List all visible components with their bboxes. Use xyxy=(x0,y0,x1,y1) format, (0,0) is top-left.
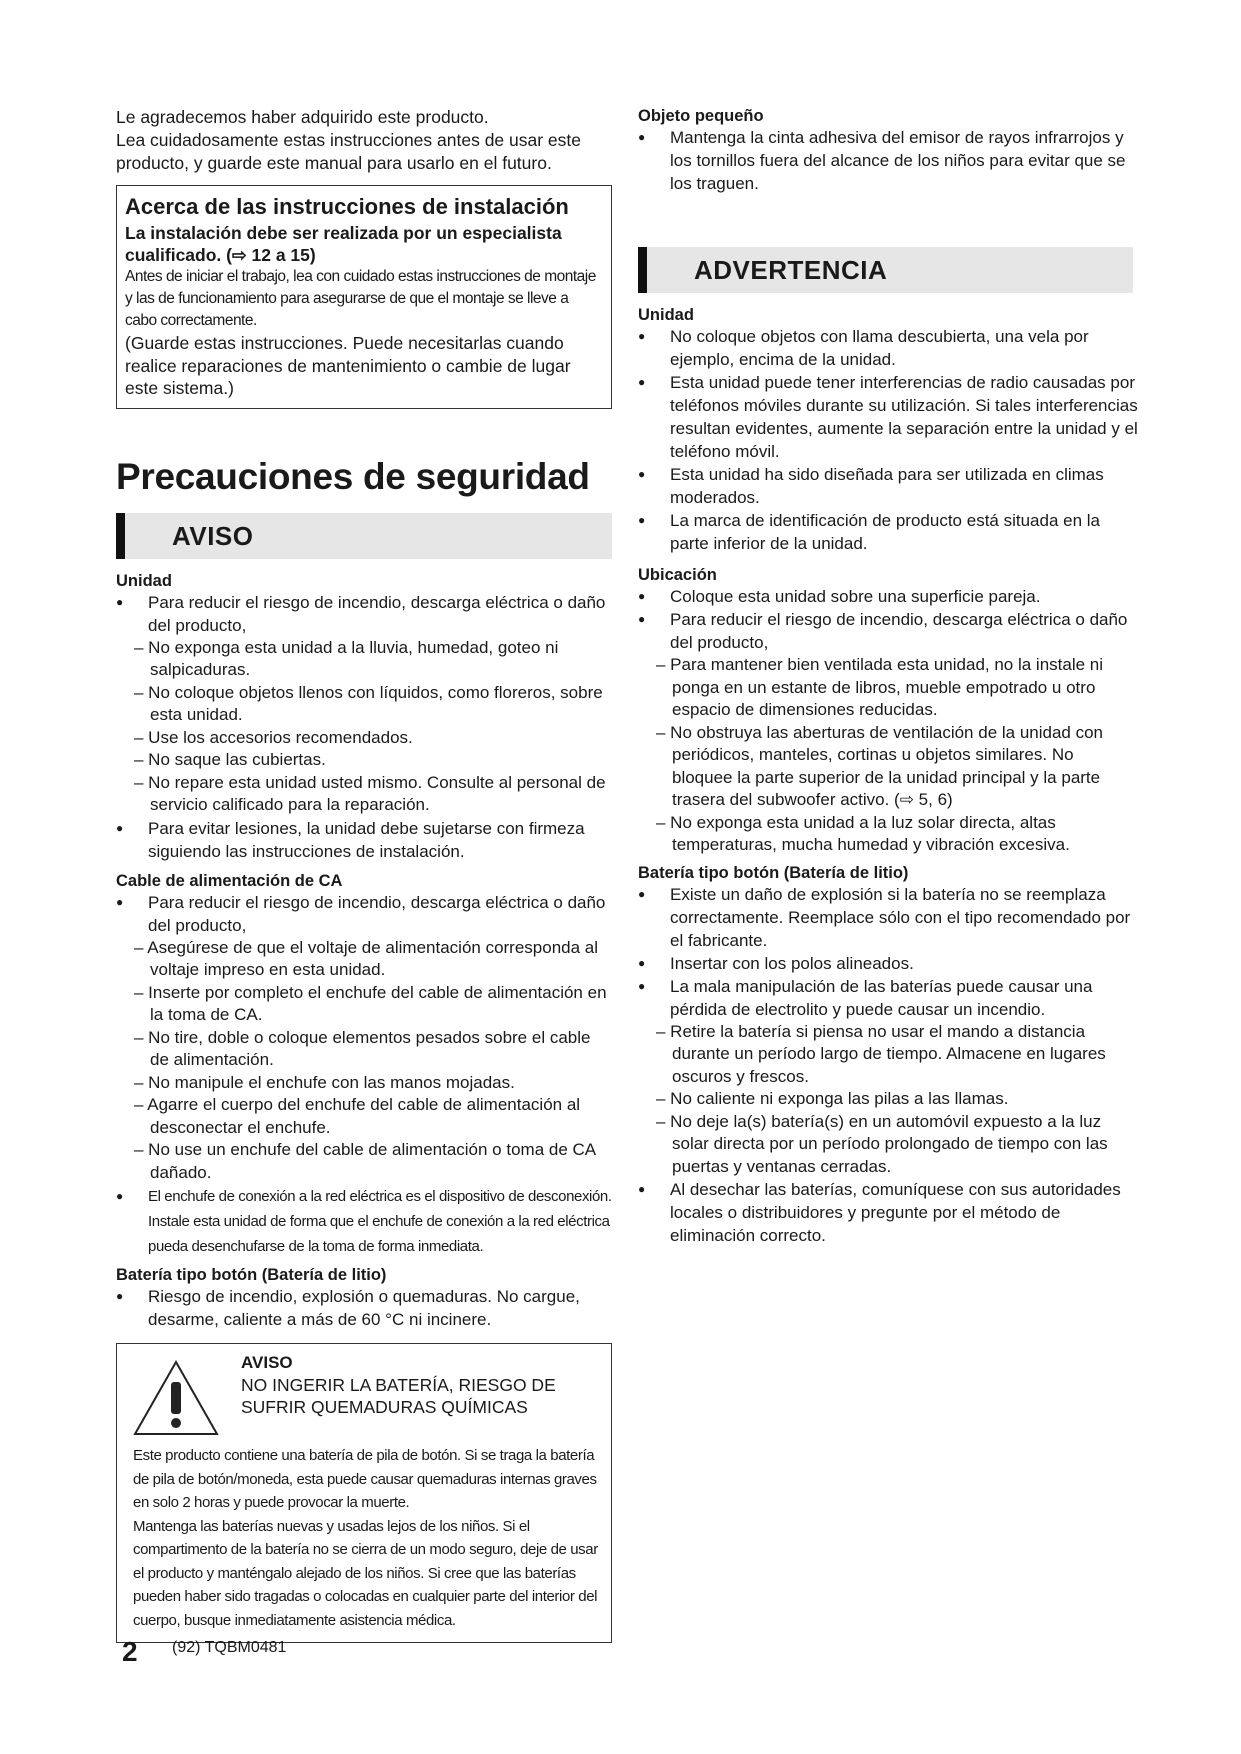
unidad-left-sub-1: – No exponga esta unidad a la lluvia, humedad, goteo ni salpicaduras. xyxy=(134,637,559,679)
warning-subtitle: NO INGERIR LA BATERÍA, RIESGO DE SUFRIR QUEMADURAS QUÍMICAS xyxy=(241,1375,556,1417)
ubicacion-sub-1: – Para mantener bien ventilada esta unidad, no la instale ni ponga en un estante de libros, mueble empotrado u otro espacio de dimensiones reducidas. xyxy=(656,655,1104,719)
bateria-right-heading: Batería tipo botón (Batería de litio) xyxy=(638,863,909,882)
cable-sub-5: – Agarre el cuerpo del enchufe del cable de alimentación al desconectar el enchufe. xyxy=(134,1095,581,1137)
install-box-note: (Guarde estas instrucciones. Puede necesitarlas cuando realice reparaciones de mantenimiento o cambie de lugar este sistema.) xyxy=(125,333,571,398)
ubicacion-bullet-2: ● Para reducir el riesgo de incendio, descarga eléctrica o daño del producto, xyxy=(638,608,1138,654)
intro-line-2: Lea cuidadosamente estas instrucciones antes de usar este producto, y guarde este manual para usarlo en el futuro. xyxy=(116,130,582,173)
battery-warning-box xyxy=(116,1343,612,1643)
unidad-left-sub-5: – No repare esta unidad usted mismo. Consulte al personal de servicio calificado para la reparación. xyxy=(134,772,606,814)
unidad-left-sub-3: – Use los accesorios recomendados. xyxy=(134,727,413,747)
warning-paragraph-1: Este producto contiene una batería de pila de botón. Si se traga la batería de pila de botón/moneda, esta puede causar quemaduras internas graves en solo 2 horas y puede provocar la muerte. xyxy=(133,1447,597,1511)
unidad-left-bullet-1: ● Para reducir el riesgo de incendio, descarga eléctrica o daño del producto, xyxy=(116,591,612,637)
cable-sub-4: – No manipule el enchufe con las manos mojadas. xyxy=(134,1072,515,1092)
install-box-text: Antes de iniciar el trabajo, lea con cuidado estas instrucciones de montaje y las de funcionamiento para asegurarse de que el montaje se lleve a cabo correctamente. xyxy=(125,268,596,329)
warning-title: AVISO xyxy=(241,1353,293,1372)
intro xyxy=(116,106,612,175)
ubicacion-sub-3: – No exponga esta unidad a la luz solar directa, altas temperaturas, mucha humedad y vibración excesiva. xyxy=(656,812,1070,854)
right-column xyxy=(638,106,1138,1247)
bar-marker xyxy=(638,247,647,293)
bateria-left-heading: Batería tipo botón (Batería de litio) xyxy=(116,1266,387,1284)
bateria-right-sub-1: – Retire la batería si piensa no usar el mando a distancia durante un período largo de tiempo. Almacene en lugares oscuros y frescos. xyxy=(656,1021,1106,1086)
document-code: (92) TQBM0481 xyxy=(172,1639,287,1656)
warning-header xyxy=(241,1352,599,1444)
bateria-right-sub-3: – No deje la(s) batería(s) en un automóvil expuesto a la luz solar directa por un período prolongado de tiempo con las puertas y ventanas cerradas. xyxy=(656,1111,1108,1176)
warning-triangle-icon xyxy=(131,1358,221,1438)
unidad-left-heading: Unidad xyxy=(116,571,172,590)
page-number: 2 xyxy=(122,1636,138,1667)
ubicacion-bullet-1: ● Coloque esta unidad sobre una superficie pareja. xyxy=(638,585,1138,608)
bateria-right-bullet-4: ● Al desechar las baterías, comuníquese con sus autoridades locales o distribuidores y pregunte por el método de eliminación correcto. xyxy=(638,1178,1138,1247)
install-instructions-box xyxy=(116,185,612,409)
cable-sub-3: – No tire, doble o coloque elementos pesados sobre el cable de alimentación. xyxy=(134,1027,591,1069)
page-title: Precauciones de seguridad xyxy=(116,455,590,497)
unidad-right-bullet-1: ● No coloque objetos con llama descubierta, una vela por ejemplo, encima de la unidad. xyxy=(638,325,1138,371)
aviso-bar xyxy=(116,513,612,559)
cable-heading: Cable de alimentación de CA xyxy=(116,871,343,890)
install-box-bold: La instalación debe ser realizada por un especialista cualificado. (⇨ 12 a 15) xyxy=(125,223,562,265)
cable-bullet-2: ● El enchufe de conexión a la red eléctrica es el dispositivo de desconexión. Instale esta unidad de forma que el enchufe de conexión a la red eléctrica pueda desenchufarse de la toma de forma inmediata. xyxy=(116,1184,612,1259)
install-box-title: Acerca de las instrucciones de instalación xyxy=(125,194,569,219)
unidad-left-sub-4: – No saque las cubiertas. xyxy=(134,750,326,769)
bateria-right-bullet-1: ● Existe un daño de explosión si la batería no se reemplaza correctamente. Reemplace sólo con el tipo recomendado por el fabricante. xyxy=(638,883,1138,952)
unidad-right-heading: Unidad xyxy=(638,306,694,324)
ubicacion-heading: Ubicación xyxy=(638,566,717,584)
bateria-right-bullet-3: ● La mala manipulación de las baterías puede causar una pérdida de electrolito y puede causar un incendio. xyxy=(638,975,1138,1021)
bateria-right-sub-2: – No caliente ni exponga las pilas a las llamas. xyxy=(656,1089,1009,1108)
unidad-left-sub-2: – No coloque objetos llenos con líquidos, como floreros, sobre esta unidad. xyxy=(134,682,603,724)
objeto-bullet-1: ● Mantenga la cinta adhesiva del emisor de rayos infrarrojos y los tornillos fuera del alcance de los niños para evitar que se los traguen. xyxy=(638,126,1138,195)
cable-bullet-1: ● Para reducir el riesgo de incendio, descarga eléctrica o daño del producto, xyxy=(116,891,612,937)
advertencia-bar xyxy=(638,247,1133,293)
unidad-left-bullet-2: ● Para evitar lesiones, la unidad debe sujetarse con firmeza siguiendo las instrucciones de instalación. xyxy=(116,817,612,863)
advertencia-bar-title: ADVERTENCIA xyxy=(694,255,888,285)
unidad-right-bullet-4: ● La marca de identificación de producto está situada en la parte inferior de la unidad. xyxy=(638,509,1138,555)
intro-line-1: Le agradecemos haber adquirido este producto. xyxy=(116,107,489,127)
bar-marker xyxy=(116,513,125,559)
warning-paragraph-2: Mantenga las baterías nuevas y usadas lejos de los niños. Si el compartimento de la batería no se cierra de un modo seguro, deje de usar el producto y manténgalo alejado de los niños. Si cree que las baterías pueden haber sido tragadas o colocadas en cualquier parte del interior del cuerpo, busque inmediatamente asistencia médica. xyxy=(133,1517,598,1629)
bateria-right-bullet-2: ● Insertar con los polos alineados. xyxy=(638,952,1138,975)
aviso-bar-title: AVISO xyxy=(172,520,254,551)
bateria-left-bullet-1: ● Riesgo de incendio, explosión o quemaduras. No cargue, desarme, caliente a más de 60 °C ni incinere. xyxy=(116,1285,612,1331)
unidad-right-bullet-2: ● Esta unidad puede tener interferencias de radio causadas por teléfonos móviles durante su utilización. Si tales interferencias resultan evidentes, aumente la separación entre la unidad y el teléfono móvil. xyxy=(638,371,1138,463)
cable-sub-1: – Asegúrese de que el voltaje de alimentación corresponda al voltaje impreso en esta unidad. xyxy=(134,937,599,979)
warning-body xyxy=(133,1444,599,1632)
unidad-right-bullet-3: ● Esta unidad ha sido diseñada para ser utilizada en climas moderados. xyxy=(638,463,1138,509)
ubicacion-sub-2: – No obstruya las aberturas de ventilación de la unidad con periódicos, manteles, cortinas u objetos similares. No bloquee la parte superior de la unidad principal y la parte trasera del subwoofer activo. (⇨ 5, 6) xyxy=(656,722,1104,809)
left-column xyxy=(116,106,612,1643)
objeto-heading: Objeto pequeño xyxy=(638,107,764,125)
cable-sub-6: – No use un enchufe del cable de alimentación o toma de CA dañado. xyxy=(134,1140,596,1182)
cable-sub-2: – Inserte por completo el enchufe del cable de alimentación en la toma de CA. xyxy=(134,982,607,1024)
